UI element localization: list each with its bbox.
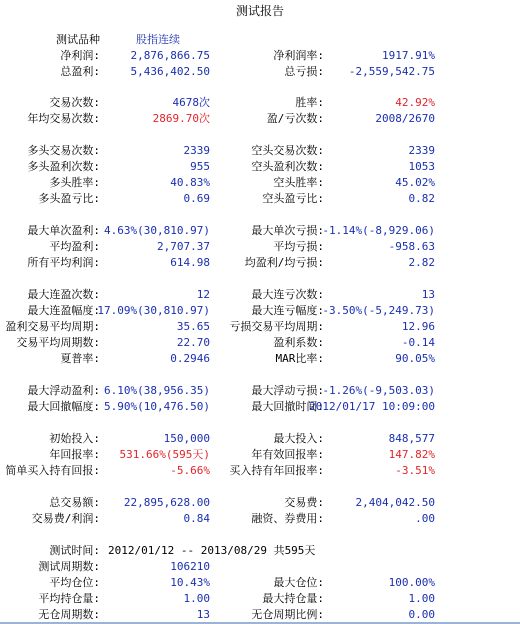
metric-value: 17.09%(30,810.97): [97, 304, 210, 317]
metric-label: 最大连亏次数:: [251, 288, 324, 301]
metric-label: 胜率:: [295, 96, 324, 109]
metric-label: 最大连盈次数:: [27, 288, 100, 301]
report-row: [0, 111, 520, 127]
metric-label: 空头盈亏比:: [262, 192, 324, 205]
report-row: [0, 223, 520, 239]
metric-label: 平均盈利:: [49, 240, 100, 253]
metric-label: 多头交易次数:: [27, 144, 100, 157]
metric-label: 平均持仓量:: [38, 592, 100, 605]
report-row: [0, 543, 520, 559]
metric-value: 12.96: [401, 320, 435, 333]
metric-value: 0.84: [183, 512, 210, 525]
metric-value: 531.66%(595天): [119, 448, 210, 461]
metric-label: 所有平均利润:: [27, 256, 100, 269]
report-row: [0, 495, 520, 511]
report-row: [0, 351, 520, 367]
metric-value: 13: [421, 288, 435, 301]
metric-label: 无仓周期数:: [38, 608, 100, 621]
metric-value: 22.70: [176, 336, 210, 349]
metric-label: 空头盈利次数:: [251, 160, 324, 173]
report-row: [0, 95, 520, 111]
metric-value: -5.66%: [170, 464, 210, 477]
metric-value: -0.14: [401, 336, 435, 349]
metric-label: 年有效回报率:: [251, 448, 324, 461]
metric-label: 测试周期数:: [38, 560, 100, 573]
metric-label: 净利润率:: [273, 49, 324, 62]
metric-label: 平均仓位:: [49, 576, 100, 589]
metric-label: 多头盈利次数:: [27, 160, 100, 173]
metric-value: 5,436,402.50: [130, 65, 210, 78]
metric-value: 2,707.37: [157, 240, 210, 253]
metric-value: -958.63: [388, 240, 435, 253]
metric-value: 100.00%: [388, 576, 435, 589]
metric-label: 最大单次盈利:: [27, 224, 100, 237]
metric-value: 2012/01/12 -- 2013/08/29 共595天: [108, 544, 316, 557]
metric-value: 2339: [183, 144, 210, 157]
metric-label: 交易费:: [284, 496, 324, 509]
report-row: [0, 383, 520, 399]
metric-label: 最大连亏幅度:: [251, 304, 324, 317]
metric-value: 股指连续: [136, 33, 180, 46]
metric-label: 亏损交易平均周期:: [229, 320, 324, 333]
report-row: [0, 32, 520, 48]
report-row: [0, 303, 520, 319]
metric-value: 1053: [408, 160, 435, 173]
metric-value: 106210: [170, 560, 210, 573]
metric-value: .00: [415, 512, 435, 525]
metric-label: 测试时间:: [49, 544, 100, 557]
metric-label: 测试品种: [56, 33, 100, 46]
metric-label: 年均交易次数:: [27, 112, 100, 125]
metric-label: 空头交易次数:: [251, 144, 324, 157]
report-row: [0, 287, 520, 303]
metric-value: -3.51%: [395, 464, 435, 477]
metric-value: 35.65: [176, 320, 210, 333]
metric-value: 0.82: [408, 192, 435, 205]
report-row: [0, 64, 520, 80]
metric-label: 买入持有年回报率:: [229, 464, 324, 477]
metric-value: 42.92%: [395, 96, 435, 109]
report-row: [0, 431, 520, 447]
metric-value: 1917.91%: [382, 49, 435, 62]
metric-value: 2008/2670: [375, 112, 435, 125]
report-row: [0, 463, 520, 479]
report-row: [0, 48, 520, 64]
metric-value: -1.26%(-9,503.03): [322, 384, 435, 397]
report-row: [0, 335, 520, 351]
metric-value: -2,559,542.75: [348, 65, 435, 78]
report-row: [0, 159, 520, 175]
metric-value: 2.82: [408, 256, 435, 269]
metric-label: 净利润:: [60, 49, 100, 62]
metric-value: 2,876,866.75: [130, 49, 210, 62]
metric-label: 交易平均周期数:: [16, 336, 100, 349]
metric-label: 夏普率:: [60, 352, 100, 365]
metric-value: 6.10%(38,956.35): [104, 384, 210, 397]
metric-label: 多头盈亏比:: [38, 192, 100, 205]
metric-value: 1.00: [408, 592, 435, 605]
metric-label: 最大回撤时间:: [251, 400, 324, 413]
report-row: [0, 175, 520, 191]
metric-label: 空头胜率:: [273, 176, 324, 189]
report-title: 测试报告: [235, 4, 284, 18]
metric-value: 1.00: [183, 592, 210, 605]
metric-label: 最大单次亏损:: [251, 224, 324, 237]
report-row: [0, 447, 520, 463]
report-row: [0, 399, 520, 415]
metric-label: 最大回撤幅度:: [27, 400, 100, 413]
metric-label: MAR比率:: [275, 352, 324, 365]
metric-value: -3.50%(-5,249.73): [322, 304, 435, 317]
report-row: [0, 559, 520, 575]
report-row: [0, 607, 520, 623]
report-row: [0, 319, 520, 335]
metric-value: 10.43%: [170, 576, 210, 589]
metric-value: 2869.70次: [152, 112, 210, 125]
metric-label: 交易费/利润:: [31, 512, 100, 525]
metric-value: 45.02%: [395, 176, 435, 189]
metric-value: 0.2946: [170, 352, 210, 365]
metric-label: 均盈利/均亏损:: [244, 256, 324, 269]
metric-label: 年回报率:: [49, 448, 100, 461]
report-row: [0, 239, 520, 255]
report-row: [0, 511, 520, 527]
report-row: [0, 255, 520, 271]
metric-value: 90.05%: [395, 352, 435, 365]
metric-label: 盈利系数:: [273, 336, 324, 349]
metric-value: 848,577: [388, 432, 435, 445]
metric-label: 最大持仓量:: [262, 592, 324, 605]
metric-value: 2,404,042.50: [355, 496, 435, 509]
metric-value: 150,000: [163, 432, 210, 445]
metric-value: 5.90%(10,476.50): [104, 400, 210, 413]
metric-label: 多头胜率:: [49, 176, 100, 189]
metric-label: 盈利交易平均周期:: [5, 320, 100, 333]
metric-value: 4678次: [172, 96, 210, 109]
metric-label: 总盈利:: [60, 65, 100, 78]
metric-value: 2339: [408, 144, 435, 157]
metric-label: 交易次数:: [49, 96, 100, 109]
metric-label: 无仓周期比例:: [251, 608, 324, 621]
metric-label: 总交易额:: [49, 496, 100, 509]
metric-value: 955: [190, 160, 210, 173]
metric-label: 最大浮动盈利:: [27, 384, 100, 397]
metric-value: 13: [196, 608, 210, 621]
metric-value: 22,895,628.00: [123, 496, 210, 509]
metric-value: 12: [196, 288, 210, 301]
metric-label: 最大投入:: [273, 432, 324, 445]
report-row: [0, 591, 520, 607]
metric-value: 147.82%: [388, 448, 435, 461]
metric-label: 最大仓位:: [273, 576, 324, 589]
report-row: [0, 143, 520, 159]
metric-label: 总亏损:: [284, 65, 324, 78]
metric-value: 40.83%: [170, 176, 210, 189]
metric-value: -1.14%(-8,929.06): [322, 224, 435, 237]
metric-label: 最大浮动亏损:: [251, 384, 324, 397]
metric-label: 最大连盈幅度:: [27, 304, 100, 317]
metric-label: 盈/亏次数:: [266, 112, 324, 125]
report-row: [0, 191, 520, 207]
report-row: [0, 575, 520, 591]
metric-label: 初始投入:: [49, 432, 100, 445]
metric-value: 4.63%(30,810.97): [104, 224, 210, 237]
metric-value: 0.00: [408, 608, 435, 621]
metric-value: 0.69: [183, 192, 210, 205]
metric-label: 简单买入持有回报:: [5, 464, 100, 477]
metric-label: 平均亏损:: [273, 240, 324, 253]
metric-value: 2012/01/17 10:09:00: [309, 400, 435, 413]
metric-label: 融资、券费用:: [251, 512, 324, 525]
metric-value: 614.98: [170, 256, 210, 269]
